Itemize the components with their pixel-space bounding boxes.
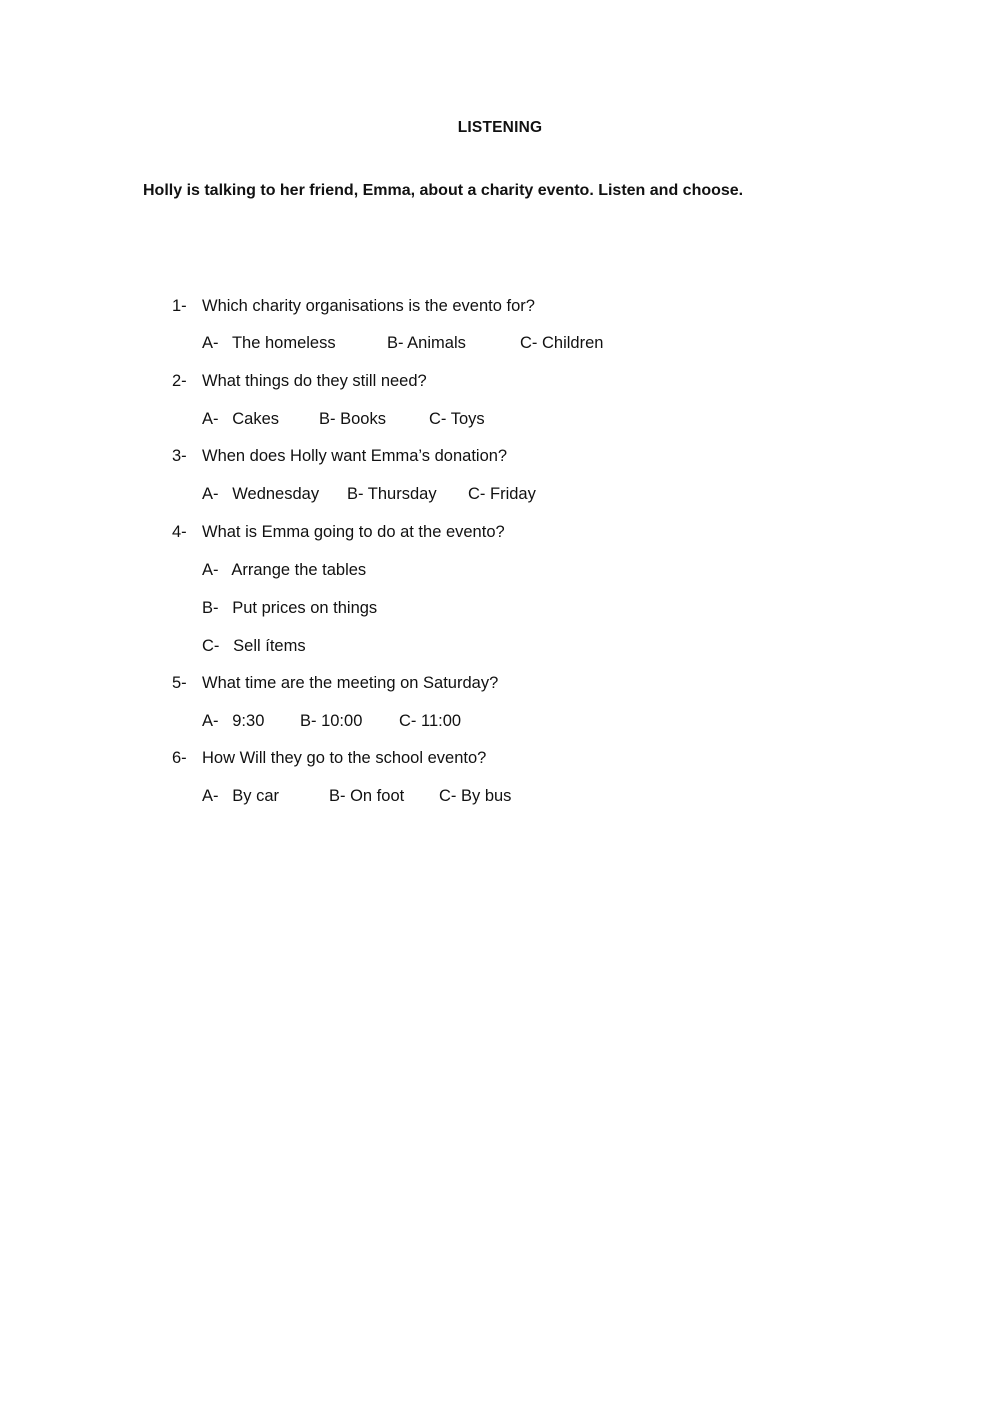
- option-b[interactable]: B- Books: [319, 410, 386, 428]
- question-number: 2-: [172, 372, 187, 390]
- question-text: How Will they go to the school evento?: [202, 749, 487, 767]
- question-text: When does Holly want Emma’s donation?: [202, 447, 508, 465]
- question-number: 6-: [172, 749, 187, 767]
- option-c[interactable]: C- Sell ítems: [202, 637, 306, 655]
- instruction-text: Holly is talking to her friend, Emma, about a charity evento. Listen and choose.: [143, 182, 744, 199]
- option-a[interactable]: A- The homeless: [202, 334, 336, 352]
- option-c[interactable]: C- Friday: [468, 485, 536, 503]
- page-title: LISTENING: [457, 119, 543, 136]
- option-a[interactable]: A- 9:30: [202, 712, 265, 730]
- question-text: Which charity organisations is the evento for?: [202, 297, 535, 315]
- option-a[interactable]: A- By car: [202, 787, 280, 805]
- question-text: What is Emma going to do at the evento?: [202, 523, 505, 541]
- option-c[interactable]: C- Toys: [429, 410, 485, 428]
- option-c[interactable]: C- By bus: [439, 787, 512, 805]
- question-number: 4-: [172, 523, 187, 541]
- option-a[interactable]: A- Wednesday: [202, 485, 320, 503]
- option-a[interactable]: A- Cakes: [202, 410, 280, 428]
- option-c[interactable]: C- Children: [520, 334, 604, 352]
- option-b[interactable]: B- Put prices on things: [202, 599, 378, 617]
- option-b[interactable]: B- On foot: [329, 787, 405, 805]
- question-number: 3-: [172, 447, 187, 465]
- question-text: What time are the meeting on Saturday?: [202, 674, 499, 692]
- question-text: What things do they still need?: [202, 372, 427, 390]
- question-number: 5-: [172, 674, 187, 692]
- option-b[interactable]: B- Animals: [387, 334, 466, 352]
- option-c[interactable]: C- 11:00: [399, 712, 462, 730]
- option-b[interactable]: B- 10:00: [300, 712, 363, 730]
- option-a[interactable]: A- Arrange the tables: [202, 561, 367, 579]
- option-b[interactable]: B- Thursday: [347, 485, 437, 503]
- question-number: 1-: [172, 297, 187, 315]
